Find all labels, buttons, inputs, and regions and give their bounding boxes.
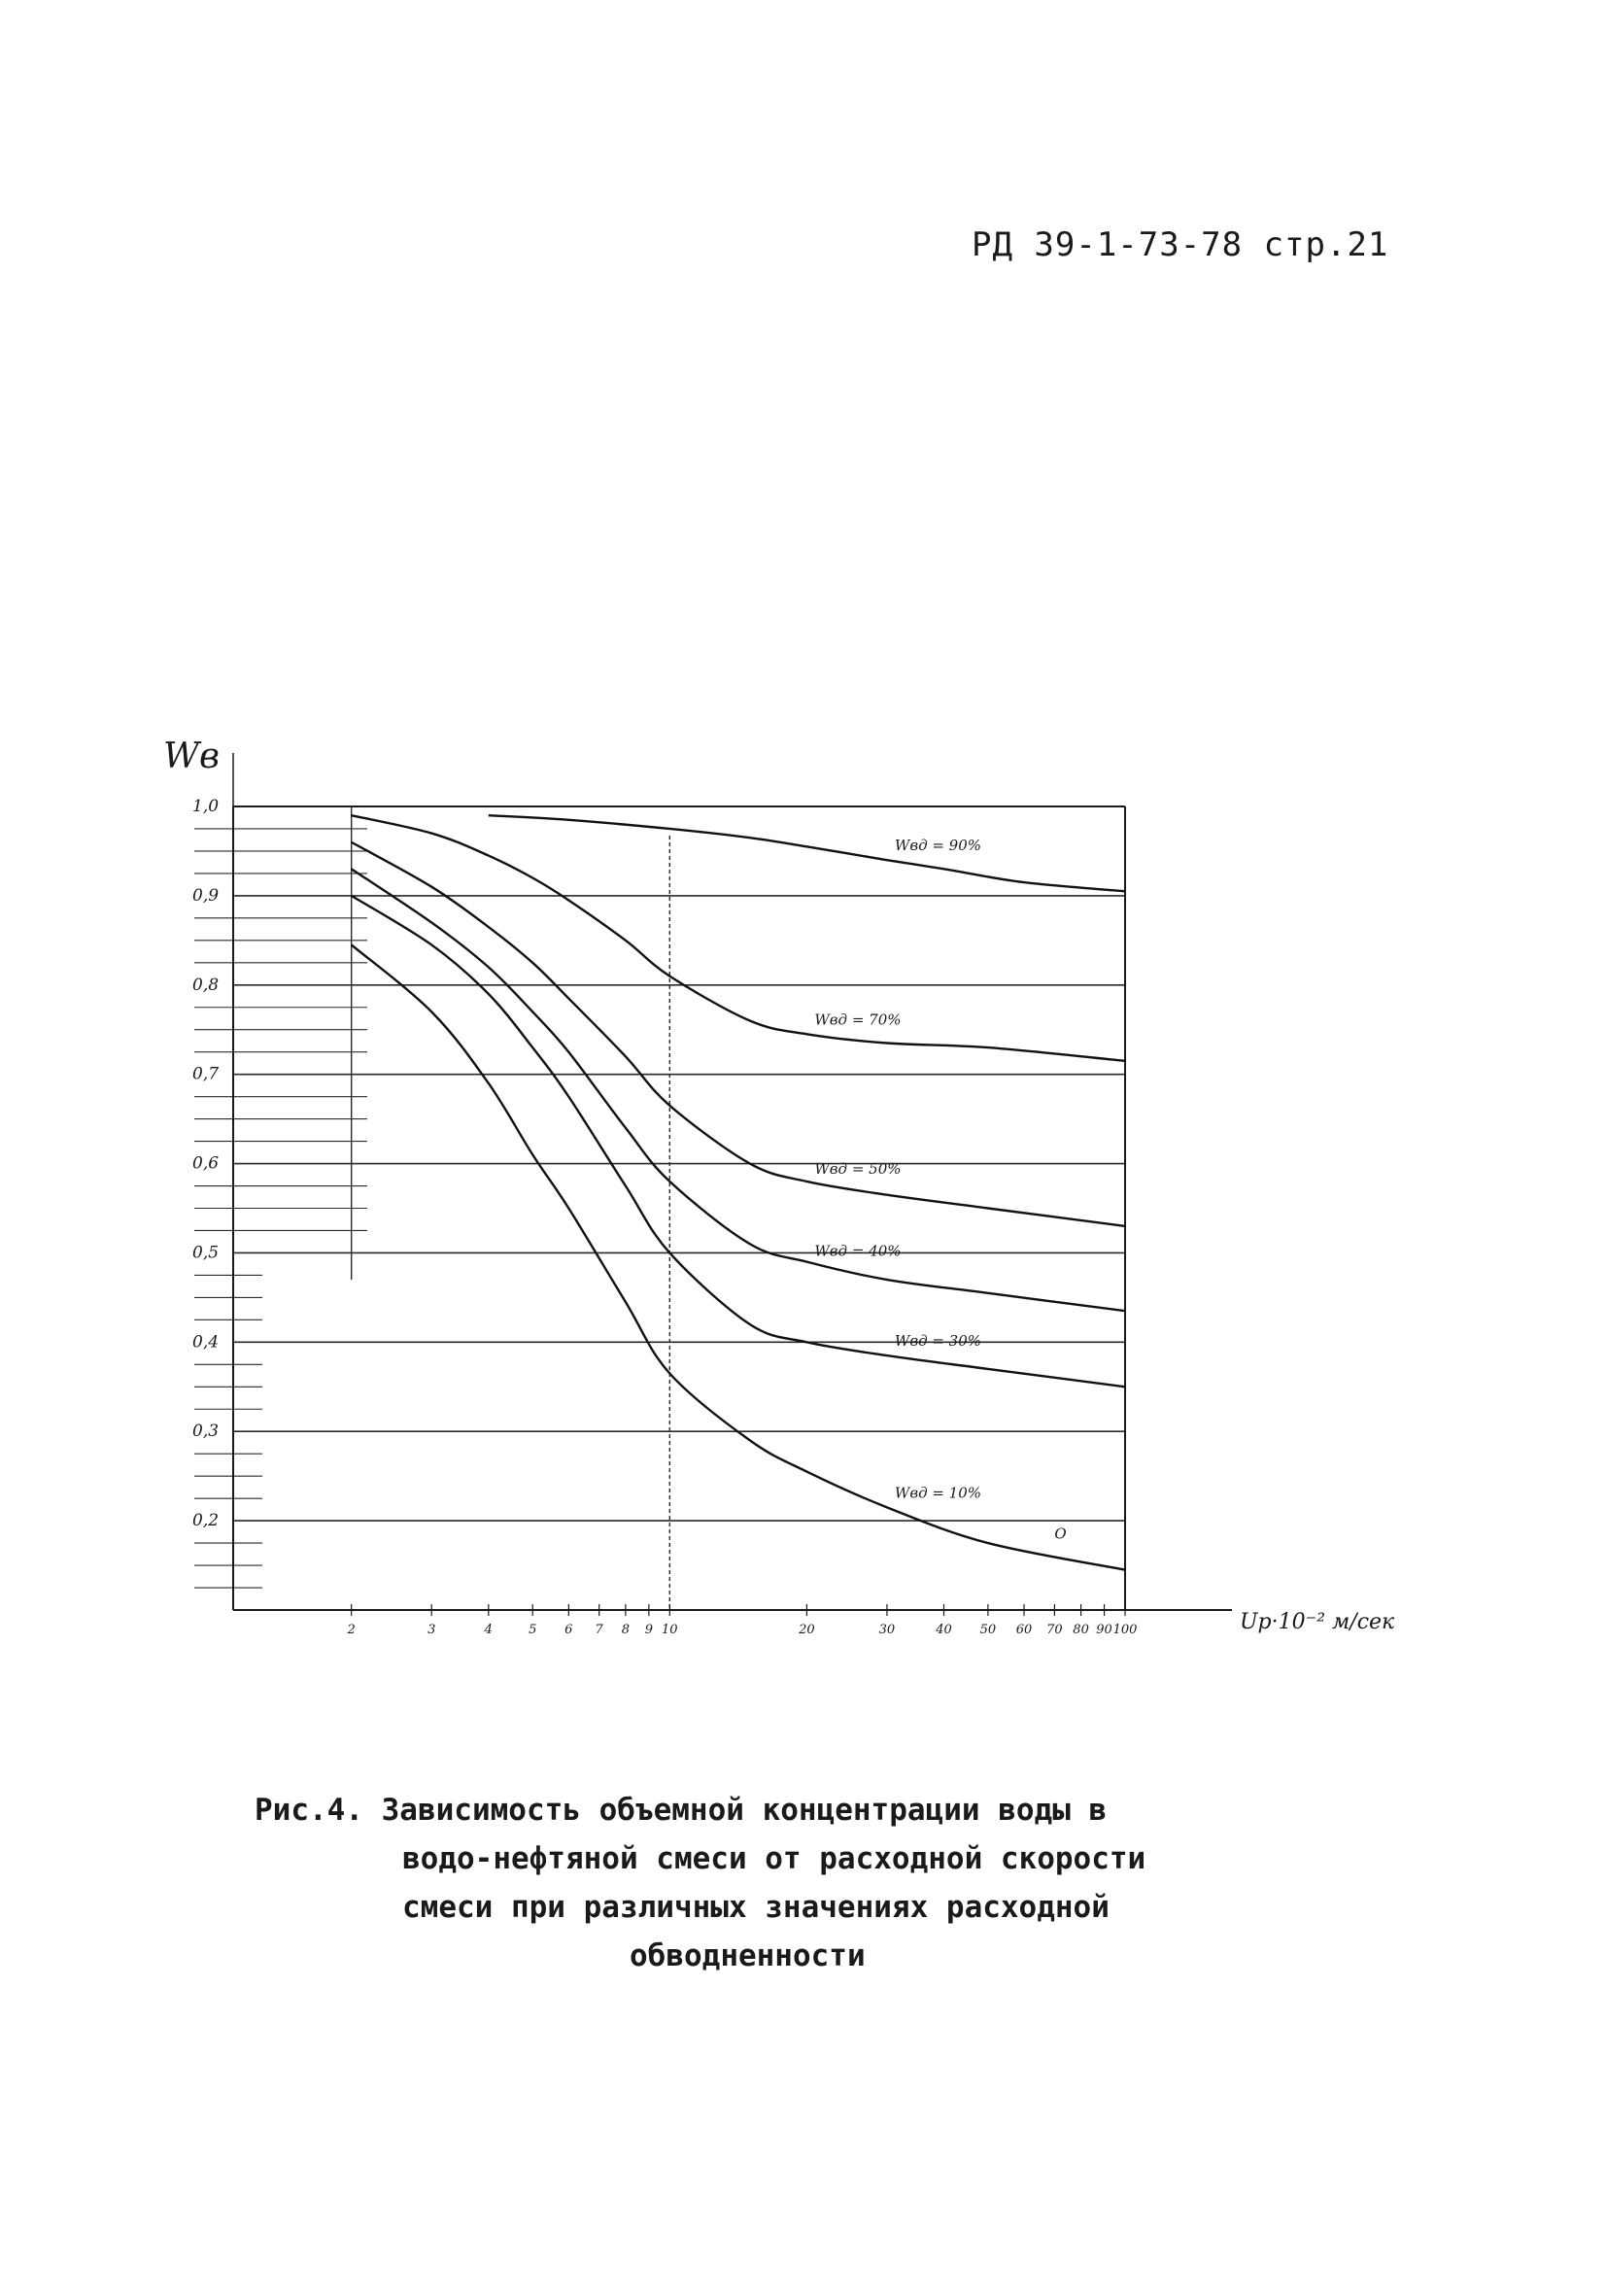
figure-caption — [255, 1786, 1246, 1980]
series-line — [352, 944, 1125, 1569]
chart-ticks — [192, 797, 1137, 1637]
x-tick-label: 20 — [799, 1623, 815, 1637]
x-tick-label: 60 — [1015, 1623, 1033, 1637]
y-tick-label: 1,0 — [192, 797, 220, 816]
x-axis-label: Uр·10⁻² м/сек — [1240, 1610, 1395, 1634]
series-label: Wвд = 50% — [814, 1159, 902, 1178]
chart-frame — [233, 753, 1232, 1610]
x-tick-label: 100 — [1112, 1623, 1138, 1637]
chart-series — [352, 815, 1125, 1569]
y-tick-label: 0,4 — [192, 1332, 220, 1353]
y-tick-label: 0,2 — [192, 1511, 220, 1531]
x-tick-label: 9 — [644, 1623, 653, 1637]
document-header: РД 39-1-73-78 стр.21 — [972, 225, 1389, 264]
series-line — [489, 815, 1125, 891]
x-tick-label: 8 — [621, 1623, 631, 1637]
caption-line-3: смеси при различных значениях расходной — [402, 1890, 1110, 1925]
series-label: Wвд = 90% — [894, 837, 982, 855]
x-tick-label: 70 — [1046, 1623, 1063, 1637]
caption-line-4: обводненности — [630, 1938, 866, 1973]
caption-line-2: водо-нефтяной смеси от расходной скорости — [402, 1841, 1146, 1876]
x-tick-label: 4 — [484, 1623, 493, 1637]
series-line — [352, 896, 1125, 1387]
series-line — [352, 842, 1125, 1226]
x-tick-label: 7 — [595, 1623, 603, 1637]
series-label: Wвд = 10% — [894, 1484, 982, 1502]
series-line — [352, 815, 1125, 1061]
y-tick-label: 0,7 — [192, 1064, 220, 1084]
x-tick-label: 2 — [347, 1623, 356, 1637]
x-tick-label: 40 — [936, 1623, 952, 1637]
x-tick-label: 50 — [979, 1623, 997, 1637]
x-tick-label: 30 — [878, 1623, 896, 1637]
x-tick-label: 90 — [1096, 1623, 1112, 1637]
y-tick-label: 0,8 — [192, 975, 220, 995]
series-label: Wвд = 30% — [894, 1332, 982, 1351]
y-axis-label: Wв — [163, 737, 220, 776]
y-tick-label: 0,9 — [192, 885, 220, 906]
series-line — [352, 869, 1125, 1311]
x-tick-label: 5 — [529, 1623, 537, 1637]
y-tick-label: 0,6 — [192, 1153, 220, 1174]
series-label: Wвд = 70% — [814, 1011, 902, 1029]
annotation-mark: О — [1054, 1525, 1067, 1543]
x-tick-label: 6 — [564, 1623, 573, 1637]
y-tick-label: 0,5 — [192, 1243, 220, 1263]
x-tick-label: 10 — [662, 1623, 678, 1637]
x-tick-label: 80 — [1073, 1623, 1089, 1637]
x-tick-label: 3 — [427, 1623, 436, 1637]
caption-line-1: Рис.4. Зависимость объемной концентрации воды в — [255, 1793, 1108, 1828]
y-tick-label: 0,3 — [192, 1422, 220, 1442]
series-label: Wвд = 40% — [814, 1242, 902, 1260]
